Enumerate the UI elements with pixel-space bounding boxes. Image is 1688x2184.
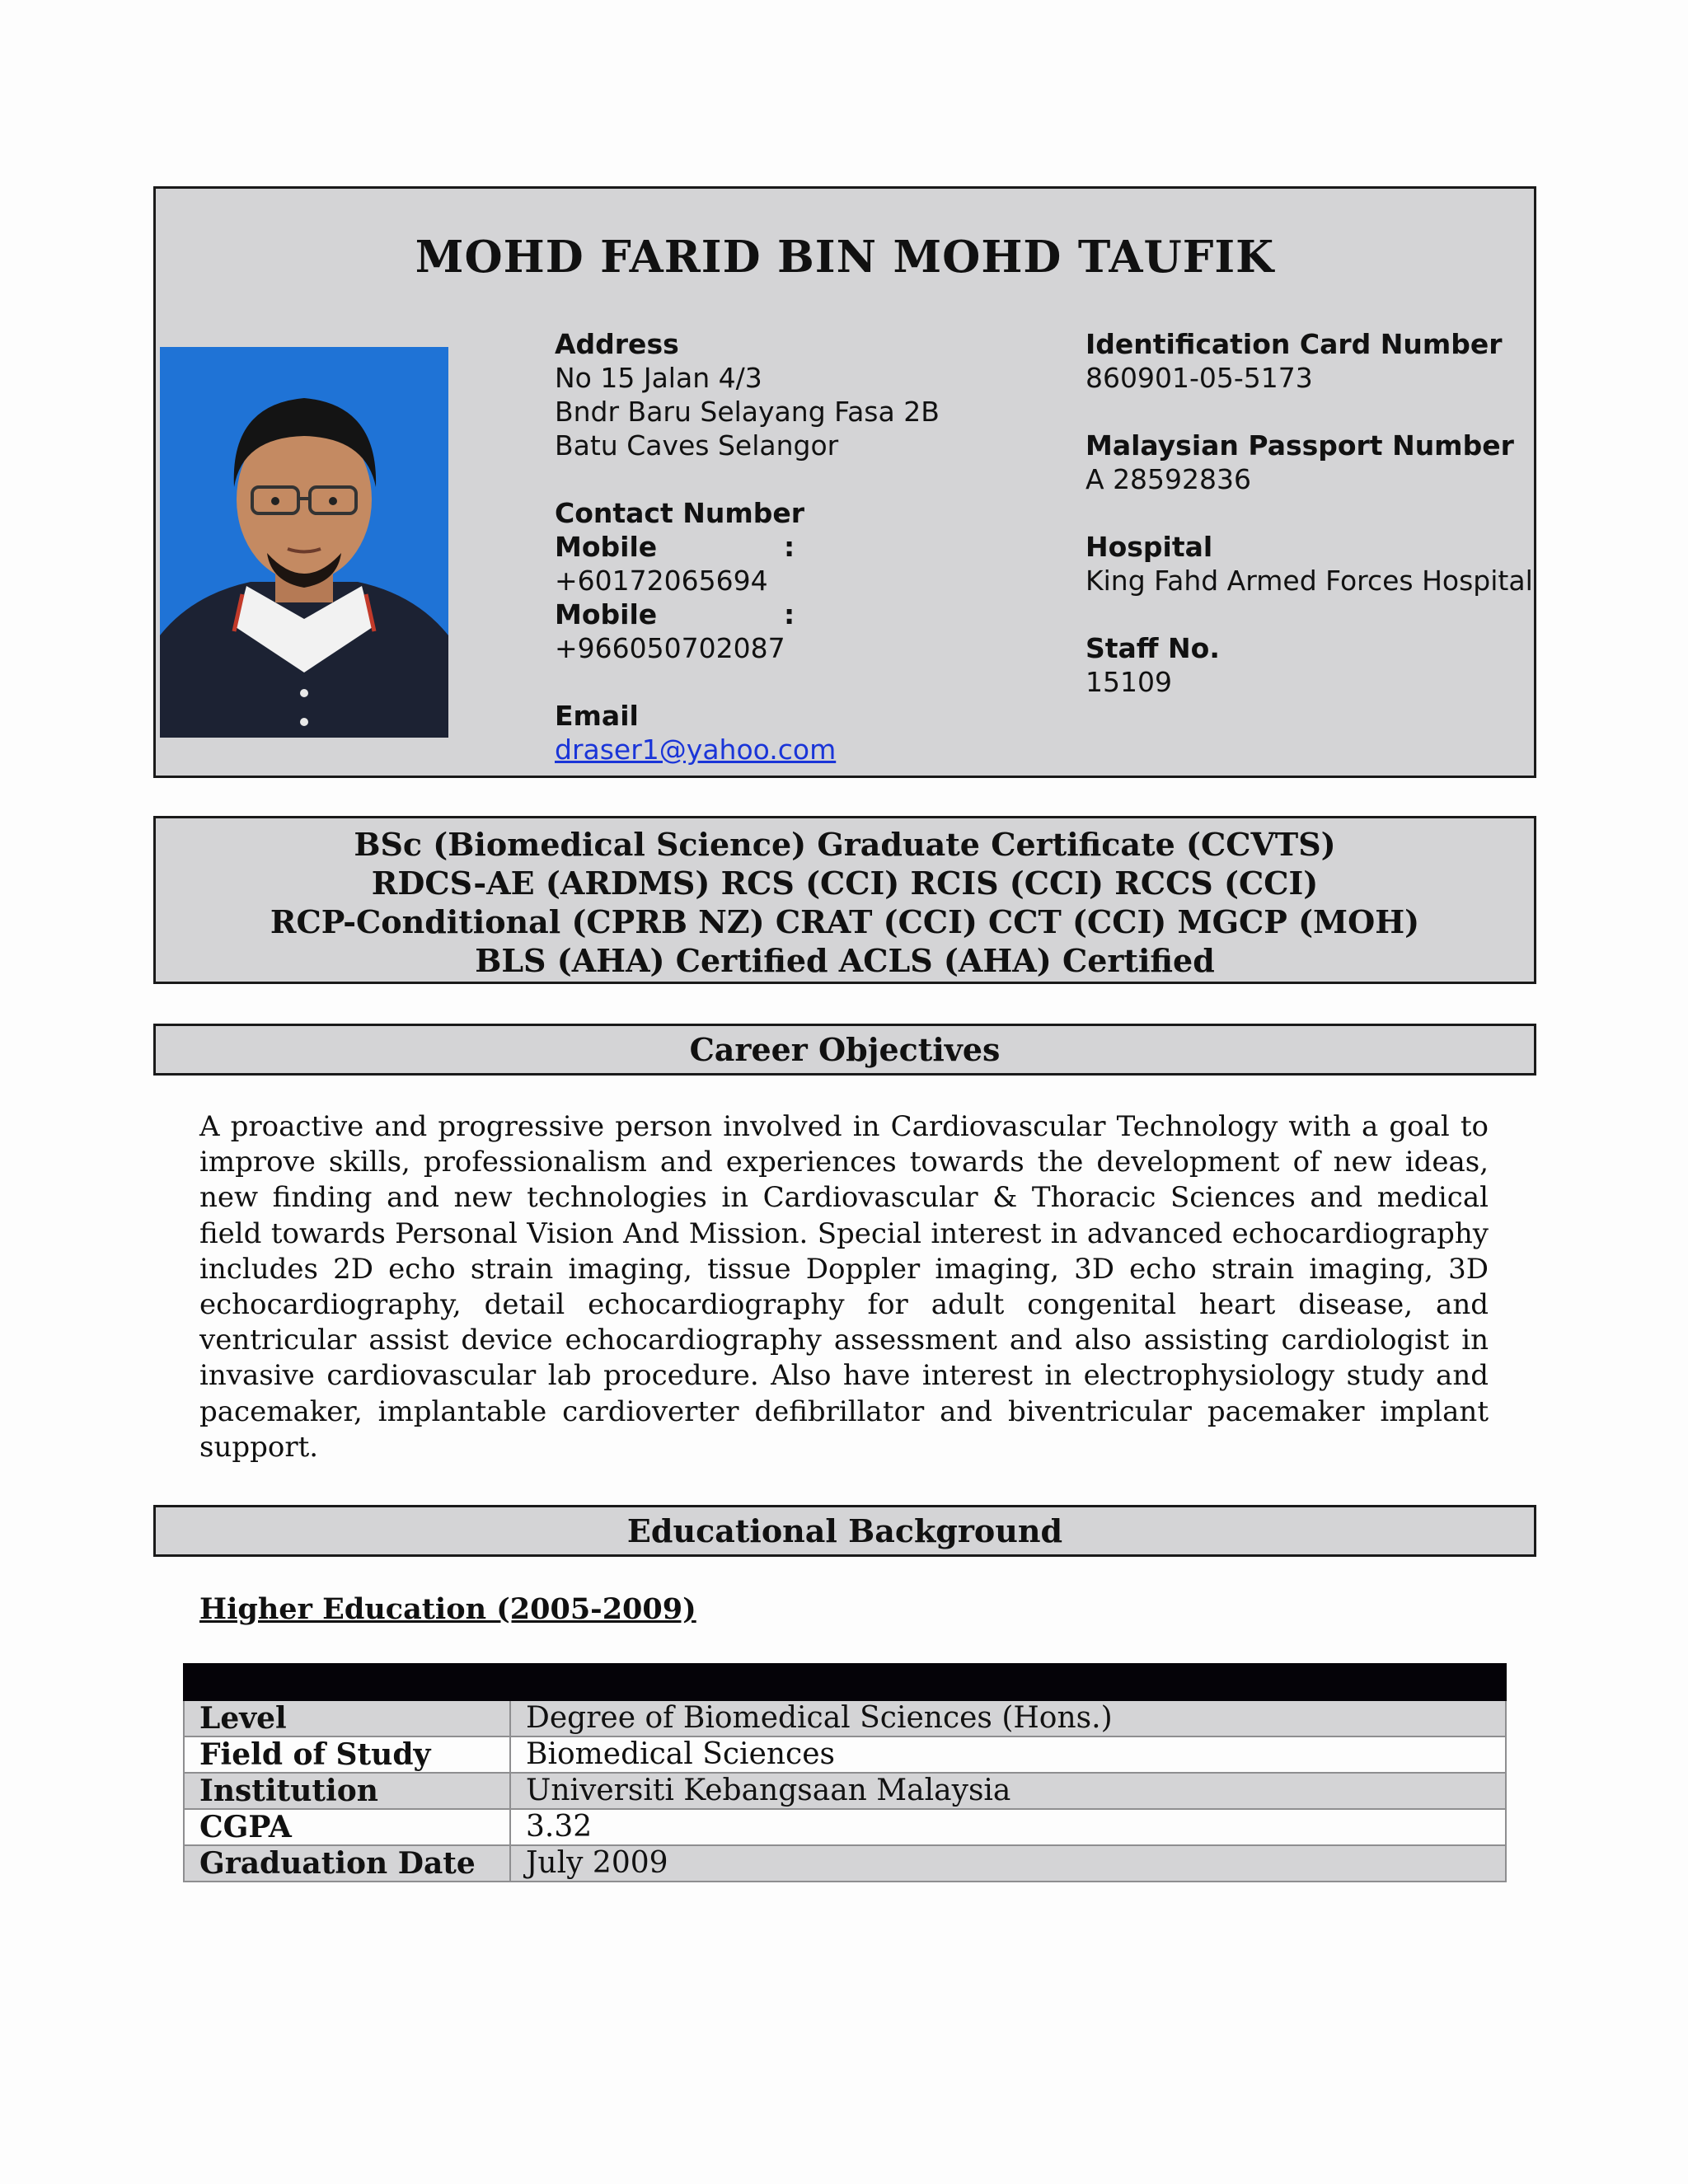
- mobile-row: [555, 530, 940, 564]
- certification-line: BLS (AHA) Certified ACLS (AHA) Certified: [475, 942, 1215, 979]
- career-objectives-header: [153, 1024, 1536, 1076]
- passport-label: Malaysian Passport Number: [1085, 429, 1514, 462]
- address-label: Address: [555, 328, 679, 360]
- mobile-row: [555, 598, 940, 631]
- table-row: [183, 1774, 1507, 1810]
- table-header-bar: [183, 1663, 1507, 1701]
- certification-line: RDCS-AE (ARDMS) RCS (CCI) RCIS (CCI) RCCS (CCI): [371, 865, 1319, 902]
- higher-education-heading: Higher Education (2005-2009): [199, 1592, 696, 1626]
- row-label: Graduation Date: [185, 1846, 511, 1881]
- mobile-label: Mobile: [555, 598, 658, 630]
- mobile-label: Mobile: [555, 531, 658, 563]
- person-name: MOHD FARID BIN MOHD TAUFIK: [415, 232, 1275, 283]
- profile-photo: [160, 347, 448, 738]
- row-value: 3.32: [526, 1810, 593, 1844]
- mobile-colon: :: [784, 598, 795, 630]
- career-objective-text: A proactive and progressive person involved in Cardiovascular Technology with a goal to improve skills, professionalism and experiences towards the development of new ideas, new finding and new technologies in Cardiovascular & Thoracic Sciences and medical field towards Personal Vision And Mission. Special interest in advanced echocardiography includes 2D echo strain imaging, tissue Doppler imaging, 3D echo strain imaging, 3D echocardiography, detail echocardiography for adult congenital heart disease, and ventricular assist device echocardiography assessment and also assisting cardiologist in invasive cardiovascular lab procedure. Also have interest in electrophysiology study and pacemaker, implantable cardioverter defibrillator and biventricular pacemaker implant support.: [199, 1110, 1489, 1464]
- row-value: Universiti Kebangsaan Malaysia: [526, 1774, 1011, 1807]
- section-title: Career Objectives: [689, 1031, 1001, 1068]
- passport-value: A 28592836: [1085, 463, 1252, 495]
- mobile-colon: :: [784, 531, 795, 563]
- row-value: Biomedical Sciences: [526, 1737, 835, 1771]
- mobile-number: +966050702087: [555, 632, 785, 664]
- row-label: CGPA: [185, 1810, 511, 1844]
- row-value: July 2009: [526, 1846, 668, 1880]
- portrait-image: [160, 347, 448, 738]
- contact-column: [555, 327, 940, 766]
- ic-label: Identification Card Number: [1085, 328, 1503, 360]
- hospital-value: King Fahd Armed Forces Hospital: [1085, 565, 1533, 597]
- staff-value: 15109: [1085, 666, 1172, 698]
- table-row: [183, 1737, 1507, 1774]
- hospital-label: Hospital: [1085, 531, 1213, 563]
- staff-label: Staff No.: [1085, 632, 1220, 664]
- row-label: Institution: [185, 1774, 511, 1808]
- ic-value: 860901-05-5173: [1085, 362, 1313, 394]
- email-link[interactable]: draser1@yahoo.com: [555, 733, 837, 766]
- id-column: [1085, 327, 1533, 699]
- certifications-box: [153, 816, 1536, 984]
- profile-header: [153, 186, 1536, 778]
- table-row: [183, 1846, 1507, 1882]
- certification-line: RCP-Conditional (CPRB NZ) CRAT (CCI) CCT (CCI) MGCP (MOH): [270, 903, 1420, 940]
- row-value: Degree of Biomedical Sciences (Hons.): [526, 1701, 1113, 1735]
- address-line: Batu Caves Selangor: [555, 429, 839, 462]
- education-table: [183, 1663, 1507, 1882]
- contact-label: Contact Number: [555, 497, 805, 529]
- mobile-number: +60172065694: [555, 565, 768, 597]
- certification-line: BSc (Biomedical Science) Graduate Certificate (CCVTS): [354, 826, 1336, 863]
- table-row: [183, 1810, 1507, 1846]
- email-label: Email: [555, 700, 639, 732]
- section-title: Educational Background: [626, 1512, 1063, 1549]
- row-label: Field of Study: [185, 1737, 511, 1772]
- table-row: [183, 1701, 1507, 1737]
- row-label: Level: [185, 1701, 511, 1736]
- address-line: No 15 Jalan 4/3: [555, 362, 762, 394]
- address-line: Bndr Baru Selayang Fasa 2B: [555, 396, 940, 428]
- education-header: [153, 1505, 1536, 1557]
